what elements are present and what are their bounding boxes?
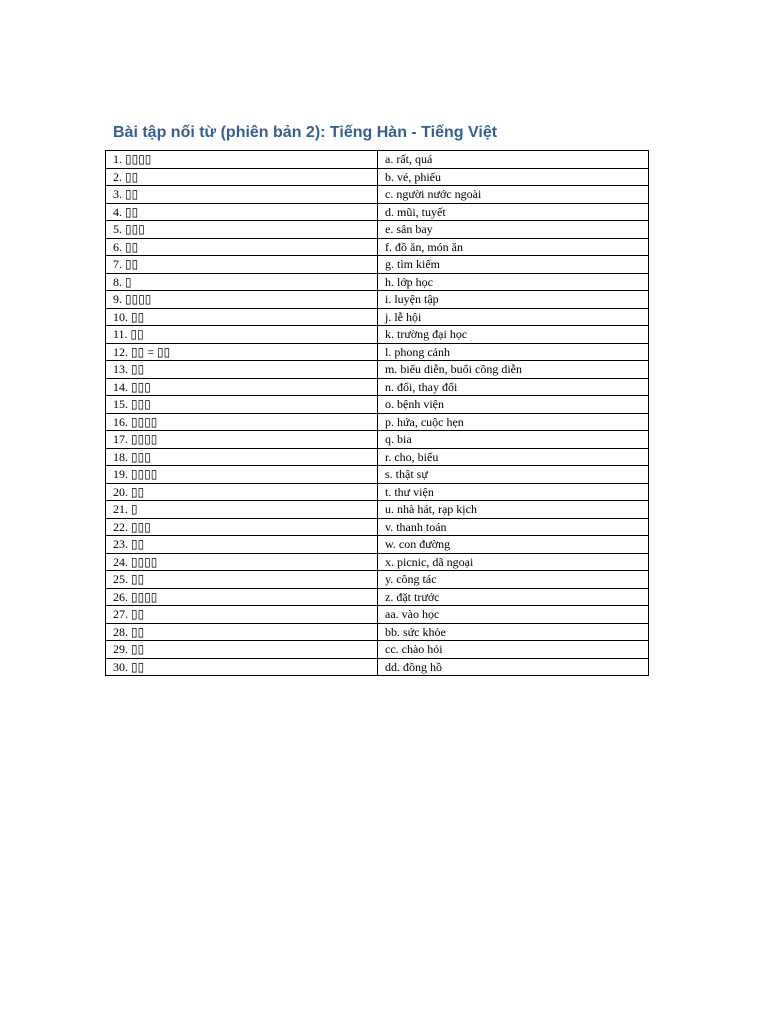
korean-word-cell: 27. ▯▯: [106, 606, 378, 624]
korean-word-cell: 15. ▯▯▯: [106, 396, 378, 414]
vietnamese-meaning-cell: u. nhà hát, rạp kịch: [378, 501, 649, 519]
vietnamese-meaning-cell: o. bệnh viện: [378, 396, 649, 414]
table-row: [106, 466, 649, 484]
vietnamese-meaning-cell: p. hứa, cuộc hẹn: [378, 413, 649, 431]
korean-word-cell: 8. ▯: [106, 273, 378, 291]
table-row: [106, 483, 649, 501]
korean-word-cell: 2. ▯▯: [106, 168, 378, 186]
vietnamese-meaning-cell: c. người nước ngoài: [378, 186, 649, 204]
table-row: [106, 501, 649, 519]
table-row: [106, 238, 649, 256]
vietnamese-meaning-cell: i. luyện tập: [378, 291, 649, 309]
korean-word-cell: 26. ▯▯▯▯: [106, 588, 378, 606]
table-row: [106, 536, 649, 554]
table-row: [106, 396, 649, 414]
vietnamese-meaning-cell: z. đặt trước: [378, 588, 649, 606]
matching-table-body: [106, 151, 649, 676]
table-row: [106, 378, 649, 396]
korean-word-cell: 6. ▯▯: [106, 238, 378, 256]
table-row: [106, 588, 649, 606]
vietnamese-meaning-cell: h. lớp học: [378, 273, 649, 291]
table-row: [106, 361, 649, 379]
korean-word-cell: 9. ▯▯▯▯: [106, 291, 378, 309]
table-row: [106, 431, 649, 449]
table-row: [106, 448, 649, 466]
korean-word-cell: 17. ▯▯▯▯: [106, 431, 378, 449]
vietnamese-meaning-cell: v. thanh toán: [378, 518, 649, 536]
korean-word-cell: 12. ▯▯ = ▯▯: [106, 343, 378, 361]
vietnamese-meaning-cell: cc. chào hỏi: [378, 641, 649, 659]
korean-word-cell: 3. ▯▯: [106, 186, 378, 204]
table-row: [106, 273, 649, 291]
matching-table: [105, 150, 649, 676]
vietnamese-meaning-cell: e. sân bay: [378, 221, 649, 239]
table-row: [106, 326, 649, 344]
korean-word-cell: 30. ▯▯: [106, 658, 378, 676]
korean-word-cell: 16. ▯▯▯▯: [106, 413, 378, 431]
vietnamese-meaning-cell: r. cho, biếu: [378, 448, 649, 466]
table-row: [106, 256, 649, 274]
vietnamese-meaning-cell: q. bia: [378, 431, 649, 449]
vietnamese-meaning-cell: w. con đường: [378, 536, 649, 554]
table-row: [106, 518, 649, 536]
vietnamese-meaning-cell: x. picnic, dã ngoại: [378, 553, 649, 571]
korean-word-cell: 4. ▯▯: [106, 203, 378, 221]
vietnamese-meaning-cell: l. phong cảnh: [378, 343, 649, 361]
vietnamese-meaning-cell: d. mũi, tuyết: [378, 203, 649, 221]
vietnamese-meaning-cell: y. công tác: [378, 571, 649, 589]
table-row: [106, 221, 649, 239]
korean-word-cell: 29. ▯▯: [106, 641, 378, 659]
vietnamese-meaning-cell: k. trường đại học: [378, 326, 649, 344]
table-row: [106, 553, 649, 571]
korean-word-cell: 21. ▯: [106, 501, 378, 519]
vietnamese-meaning-cell: j. lễ hội: [378, 308, 649, 326]
table-row: [106, 606, 649, 624]
vietnamese-meaning-cell: aa. vào học: [378, 606, 649, 624]
korean-word-cell: 10. ▯▯: [106, 308, 378, 326]
table-row: [106, 571, 649, 589]
vietnamese-meaning-cell: s. thật sự: [378, 466, 649, 484]
korean-word-cell: 11. ▯▯: [106, 326, 378, 344]
korean-word-cell: 7. ▯▯: [106, 256, 378, 274]
table-row: [106, 291, 649, 309]
korean-word-cell: 14. ▯▯▯: [106, 378, 378, 396]
vietnamese-meaning-cell: bb. sức khỏe: [378, 623, 649, 641]
table-row: [106, 413, 649, 431]
korean-word-cell: 23. ▯▯: [106, 536, 378, 554]
korean-word-cell: 28. ▯▯: [106, 623, 378, 641]
table-row: [106, 623, 649, 641]
document-title: Bài tập nối từ (phiên bản 2): Tiếng Hàn - Tiếng Việt: [113, 124, 498, 141]
vietnamese-meaning-cell: n. đổi, thay đổi: [378, 378, 649, 396]
table-row: [106, 168, 649, 186]
table-row: [106, 658, 649, 676]
vietnamese-meaning-cell: m. biểu diễn, buổi công diễn: [378, 361, 649, 379]
vietnamese-meaning-cell: dd. đồng hồ: [378, 658, 649, 676]
table-row: [106, 203, 649, 221]
vietnamese-meaning-cell: f. đồ ăn, món ăn: [378, 238, 649, 256]
korean-word-cell: 1. ▯▯▯▯: [106, 151, 378, 169]
table-row: [106, 186, 649, 204]
korean-word-cell: 25. ▯▯: [106, 571, 378, 589]
korean-word-cell: 19. ▯▯▯▯: [106, 466, 378, 484]
vietnamese-meaning-cell: b. vé, phiếu: [378, 168, 649, 186]
table-row: [106, 641, 649, 659]
korean-word-cell: 18. ▯▯▯: [106, 448, 378, 466]
korean-word-cell: 20. ▯▯: [106, 483, 378, 501]
vietnamese-meaning-cell: g. tìm kiếm: [378, 256, 649, 274]
table-row: [106, 343, 649, 361]
korean-word-cell: 22. ▯▯▯: [106, 518, 378, 536]
table-row: [106, 151, 649, 169]
table-row: [106, 308, 649, 326]
vietnamese-meaning-cell: t. thư viện: [378, 483, 649, 501]
korean-word-cell: 24. ▯▯▯▯: [106, 553, 378, 571]
korean-word-cell: 5. ▯▯▯: [106, 221, 378, 239]
korean-word-cell: 13. ▯▯: [106, 361, 378, 379]
vietnamese-meaning-cell: a. rất, quá: [378, 151, 649, 169]
